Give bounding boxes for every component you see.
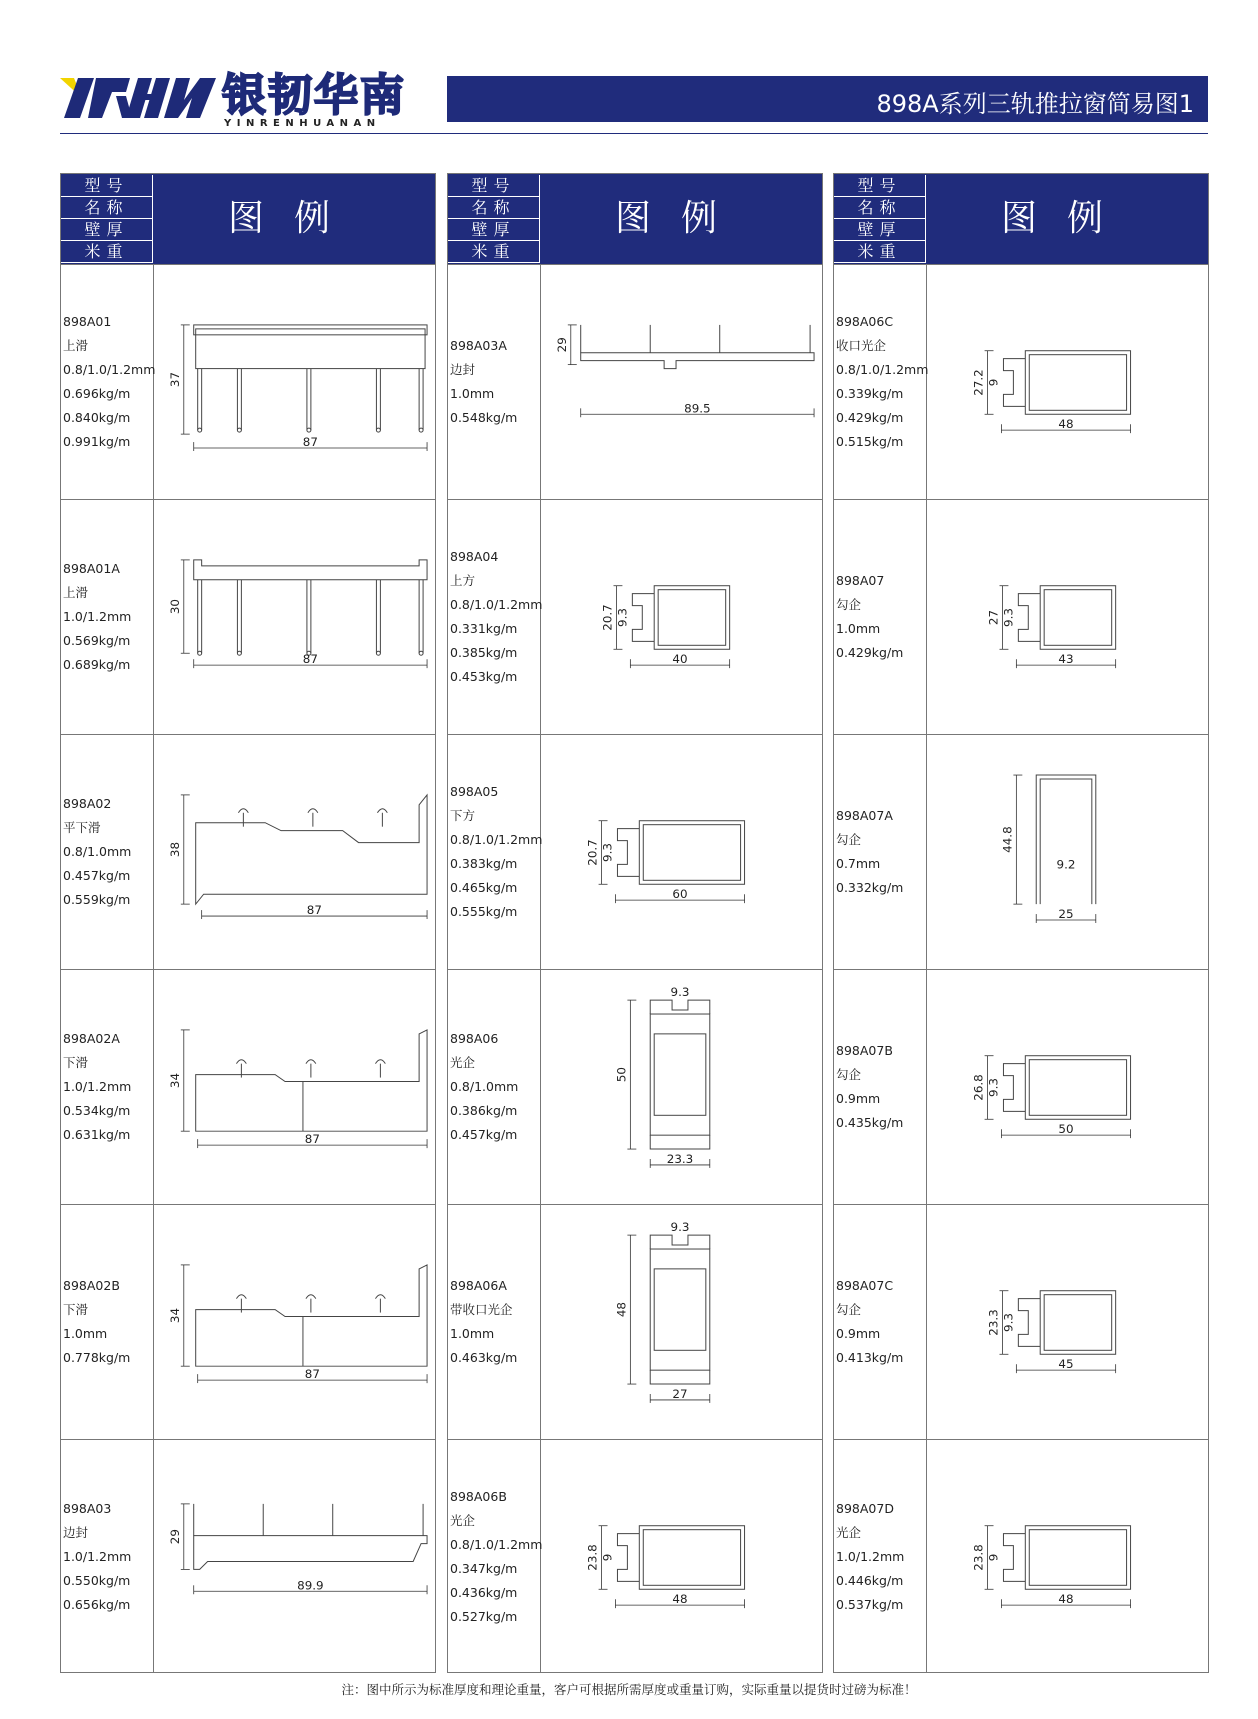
profile-drawing	[927, 1440, 1208, 1674]
profile-column-1	[60, 173, 436, 1673]
width-dimension: 87	[302, 435, 318, 450]
header-rule	[60, 133, 1208, 134]
profile-spec: 0.555kg/m	[450, 904, 518, 919]
profile-spec: 898A07	[836, 573, 885, 588]
header-label: 名称	[834, 197, 926, 219]
profile-spec: 1.0mm	[450, 386, 495, 401]
profile-spec: 0.446kg/m	[836, 1573, 904, 1588]
header-label: 名称	[448, 197, 540, 219]
profile-spec: 898A05	[450, 784, 499, 799]
profile-column-2	[447, 173, 823, 1673]
profile-info	[63, 1274, 153, 1370]
profile-drawing	[541, 970, 822, 1204]
inner-dimension: 9	[986, 1553, 1001, 1562]
profile-section-drawing	[927, 1205, 1208, 1439]
profile-section-drawing	[927, 970, 1208, 1204]
height-dimension: 50	[614, 1067, 629, 1083]
profile-info	[450, 545, 543, 689]
profile-spec: 0.8/1.0/1.2mm	[450, 597, 543, 612]
header-label: 型号	[448, 175, 540, 197]
profile-spec: 0.413kg/m	[836, 1350, 904, 1365]
width-dimension: 43	[1058, 652, 1074, 667]
profile-row	[61, 969, 435, 1204]
inner-dimension: 9.3	[1001, 1313, 1016, 1332]
profile-spec: 0.515kg/m	[836, 434, 904, 449]
width-dimension: 27	[672, 1386, 688, 1401]
profile-spec: 边封	[450, 362, 476, 377]
height-dimension: 27	[986, 609, 1001, 626]
header-label: 米重	[834, 241, 926, 263]
profile-spec: 上方	[450, 573, 476, 588]
height-dimension: 23.8	[585, 1544, 600, 1571]
profile-drawing	[541, 1205, 822, 1439]
profile-row	[448, 969, 822, 1204]
profile-spec: 0.457kg/m	[63, 868, 131, 883]
profile-section-drawing	[541, 1205, 822, 1439]
profile-spec: 898A02A	[63, 1031, 120, 1046]
width-dimension: 23.3	[666, 1151, 694, 1166]
profile-info	[836, 804, 926, 900]
profile-info	[836, 310, 929, 454]
top-dimension: 9.3	[670, 1220, 690, 1235]
height-dimension: 44.8	[1000, 826, 1015, 853]
profile-section-drawing	[154, 1440, 435, 1674]
profile-spec: 下滑	[63, 1055, 89, 1070]
profile-spec: 898A02	[63, 796, 112, 811]
title-bar	[447, 76, 1208, 122]
profile-spec: 0.8/1.0mm	[63, 844, 132, 859]
profile-row	[834, 734, 1208, 969]
profile-row	[834, 1439, 1208, 1674]
profile-spec: 0.537kg/m	[836, 1597, 904, 1612]
column-header	[834, 174, 1208, 264]
profile-row	[448, 734, 822, 969]
profile-spec: 0.465kg/m	[450, 880, 518, 895]
profile-spec: 1.0/1.2mm	[63, 1079, 132, 1094]
profile-spec: 0.696kg/m	[63, 386, 131, 401]
profile-drawing	[927, 500, 1208, 734]
profile-row	[61, 734, 435, 969]
profile-spec: 898A01A	[63, 561, 120, 576]
width-dimension: 50	[1058, 1122, 1074, 1137]
width-dimension: 48	[1058, 417, 1074, 432]
inner-dimension: 9.3	[986, 1078, 1001, 1097]
profile-spec: 0.527kg/m	[450, 1609, 518, 1624]
profile-drawing	[154, 265, 435, 499]
width-dimension: 87	[302, 652, 318, 667]
profile-spec: 0.569kg/m	[63, 633, 131, 648]
width-dimension: 87	[304, 1132, 320, 1147]
width-dimension: 45	[1058, 1357, 1074, 1372]
profile-spec: 0.548kg/m	[450, 410, 518, 425]
height-dimension: 37	[167, 371, 182, 388]
width-dimension: 60	[672, 887, 688, 902]
profile-info	[836, 1274, 926, 1370]
profile-section-drawing	[541, 1440, 822, 1674]
profile-section-drawing	[541, 500, 822, 734]
profile-drawing	[927, 1205, 1208, 1439]
profile-spec: 1.0/1.2mm	[836, 1549, 905, 1564]
profile-spec: 上滑	[63, 338, 89, 353]
profile-spec: 平下滑	[63, 820, 101, 835]
height-dimension: 29	[554, 337, 569, 353]
header-label: 米重	[61, 241, 153, 263]
profile-spec: 898A06B	[450, 1489, 507, 1504]
width-dimension: 48	[1058, 1592, 1074, 1607]
profile-row	[448, 1439, 822, 1674]
profile-spec: 光企	[450, 1513, 476, 1528]
column-header	[61, 174, 435, 264]
profile-spec: 0.550kg/m	[63, 1573, 131, 1588]
inner-dimension: 9	[600, 1553, 615, 1562]
height-dimension: 34	[167, 1072, 182, 1089]
profile-spec: 0.9mm	[836, 1326, 881, 1341]
profile-drawing	[154, 735, 435, 969]
profile-spec: 0.386kg/m	[450, 1103, 518, 1118]
profile-spec: 0.332kg/m	[836, 880, 904, 895]
inner-dimension: 9.3	[615, 608, 630, 627]
profile-spec: 0.8/1.0/1.2mm	[450, 832, 543, 847]
profile-spec: 0.457kg/m	[450, 1127, 518, 1142]
header-label: 壁厚	[834, 219, 926, 241]
profile-spec: 0.453kg/m	[450, 669, 518, 684]
height-dimension: 20.7	[585, 839, 600, 866]
profile-spec: 898A06A	[450, 1278, 507, 1293]
footnote: 注：图中所示为标准厚度和理论重量，客户可根据所需厚度或重量订购，实际重量以提货时过磅为标准！	[341, 1682, 917, 1697]
profile-spec: 0.8/1.0mm	[450, 1079, 519, 1094]
profile-spec: 898A07A	[836, 808, 893, 823]
profile-spec: 898A07B	[836, 1043, 893, 1058]
header-label: 壁厚	[448, 219, 540, 241]
profile-info	[63, 1497, 153, 1617]
profile-spec: 898A04	[450, 549, 499, 564]
brand-name-cn: 银韧华南	[222, 70, 406, 121]
profile-spec: 上滑	[63, 585, 89, 600]
profile-drawing	[541, 735, 822, 969]
profile-spec: 0.631kg/m	[63, 1127, 131, 1142]
width-dimension: 48	[672, 1592, 688, 1607]
profile-info	[450, 1027, 540, 1147]
header-legend: 图例	[614, 198, 747, 239]
height-dimension: 30	[167, 598, 182, 615]
inner-dimension: 9.3	[1001, 608, 1016, 627]
profile-info	[450, 334, 540, 430]
profile-info	[450, 1485, 543, 1629]
profile-spec: 0.429kg/m	[836, 645, 904, 660]
profile-spec: 898A03A	[450, 338, 507, 353]
profile-spec: 光企	[450, 1055, 476, 1070]
top-dimension: 9.2	[1056, 857, 1076, 872]
profile-info	[836, 1039, 926, 1135]
profile-spec: 898A06C	[836, 314, 894, 329]
header-label: 型号	[61, 175, 153, 197]
profile-spec: 0.429kg/m	[836, 410, 904, 425]
profile-spec: 边封	[63, 1525, 89, 1540]
profile-drawing	[154, 970, 435, 1204]
profile-spec: 898A02B	[63, 1278, 120, 1293]
profile-drawing	[541, 265, 822, 499]
profile-spec: 0.8/1.0/1.2mm	[63, 362, 156, 377]
profile-spec: 0.9mm	[836, 1091, 881, 1106]
profile-row	[834, 969, 1208, 1204]
profile-info	[63, 792, 153, 912]
profile-spec: 下方	[450, 808, 476, 823]
profile-drawing	[927, 265, 1208, 499]
profile-section-drawing	[154, 970, 435, 1204]
inner-dimension: 9.3	[600, 843, 615, 862]
profile-spec: 898A01	[63, 314, 112, 329]
profile-spec: 0.534kg/m	[63, 1103, 131, 1118]
profile-column-3	[833, 173, 1209, 1673]
height-dimension: 48	[614, 1302, 629, 1318]
page-title: 898A系列三轨推拉窗简易图1	[876, 90, 1194, 118]
profile-spec: 0.463kg/m	[450, 1350, 518, 1365]
profile-spec: 勾企	[836, 1067, 862, 1082]
profile-row	[61, 264, 435, 499]
profile-info	[450, 780, 543, 924]
profile-section-drawing	[927, 500, 1208, 734]
yrhn-logo-mark-icon	[60, 70, 230, 132]
profile-spec: 带收口光企	[450, 1302, 513, 1317]
profile-spec: 下滑	[63, 1302, 89, 1317]
profile-spec: 0.331kg/m	[450, 621, 518, 636]
profile-row	[448, 1204, 822, 1439]
profile-section-drawing	[154, 1205, 435, 1439]
height-dimension: 27.2	[971, 369, 986, 396]
column-header	[448, 174, 822, 264]
profile-spec: 勾企	[836, 832, 862, 847]
profile-row	[834, 264, 1208, 499]
profile-spec: 0.7mm	[836, 856, 881, 871]
height-dimension: 29	[167, 1529, 182, 1545]
profile-spec: 0.689kg/m	[63, 657, 131, 672]
profile-spec: 0.656kg/m	[63, 1597, 131, 1612]
profile-spec: 0.347kg/m	[450, 1561, 518, 1576]
header-label: 名称	[61, 197, 153, 219]
height-dimension: 23.3	[986, 1309, 1001, 1336]
profile-spec: 1.0/1.2mm	[63, 1549, 132, 1564]
profile-drawing	[154, 500, 435, 734]
profile-spec: 勾企	[836, 1302, 862, 1317]
profile-row	[61, 1439, 435, 1674]
profile-spec: 0.339kg/m	[836, 386, 904, 401]
profile-spec: 光企	[836, 1525, 862, 1540]
profile-drawing	[154, 1440, 435, 1674]
profile-info	[836, 569, 926, 665]
profile-info	[63, 1027, 153, 1147]
profile-spec: 勾企	[836, 597, 862, 612]
height-dimension: 38	[167, 841, 182, 858]
profile-section-drawing	[154, 265, 435, 499]
profile-drawing	[927, 735, 1208, 969]
profile-spec: 1.0/1.2mm	[63, 609, 132, 624]
header-label: 壁厚	[61, 219, 153, 241]
profile-info	[450, 1274, 540, 1370]
width-dimension: 89.9	[297, 1578, 324, 1593]
profile-section-drawing	[541, 265, 822, 499]
width-dimension: 87	[304, 1367, 320, 1382]
header-legend: 图例	[227, 198, 360, 239]
width-dimension: 25	[1058, 907, 1074, 922]
profile-row	[61, 1204, 435, 1439]
profile-section-drawing	[154, 500, 435, 734]
profile-row	[61, 499, 435, 734]
profile-spec: 0.385kg/m	[450, 645, 518, 660]
top-dimension: 9.3	[670, 985, 690, 1000]
profile-info	[836, 1497, 926, 1617]
profile-spec: 1.0mm	[450, 1326, 495, 1341]
header-label: 米重	[448, 241, 540, 263]
profile-section-drawing	[927, 265, 1208, 499]
profile-spec: 0.778kg/m	[63, 1350, 131, 1365]
profile-spec: 898A07D	[836, 1501, 894, 1516]
profile-row	[448, 264, 822, 499]
profile-section-drawing	[927, 735, 1208, 969]
profile-spec: 0.436kg/m	[450, 1585, 518, 1600]
profile-spec: 0.8/1.0/1.2mm	[836, 362, 929, 377]
profile-row	[448, 499, 822, 734]
profile-spec: 0.840kg/m	[63, 410, 131, 425]
profile-spec: 898A03	[63, 1501, 112, 1516]
profile-section-drawing	[154, 735, 435, 969]
profile-spec: 898A06	[450, 1031, 499, 1046]
profile-section-drawing	[541, 970, 822, 1204]
width-dimension: 40	[672, 652, 688, 667]
inner-dimension: 9	[986, 378, 1001, 387]
profile-row	[834, 499, 1208, 734]
profile-drawing	[927, 970, 1208, 1204]
profile-spec: 1.0mm	[63, 1326, 108, 1341]
header-legend: 图例	[1000, 198, 1133, 239]
profile-row	[834, 1204, 1208, 1439]
profile-info	[63, 310, 156, 454]
height-dimension: 23.8	[971, 1544, 986, 1571]
height-dimension: 20.7	[600, 604, 615, 631]
width-dimension: 89.5	[684, 401, 711, 416]
brand-name-en: YINRENHUANAN	[224, 118, 381, 129]
profile-info	[63, 557, 153, 677]
profile-spec: 0.991kg/m	[63, 434, 131, 449]
height-dimension: 26.8	[971, 1074, 986, 1101]
profile-drawing	[541, 500, 822, 734]
profile-spec: 收口光企	[836, 338, 887, 353]
profile-spec: 1.0mm	[836, 621, 881, 636]
profile-section-drawing	[927, 1440, 1208, 1674]
header-label: 型号	[834, 175, 926, 197]
profile-spec: 0.383kg/m	[450, 856, 518, 871]
profile-spec: 0.8/1.0/1.2mm	[450, 1537, 543, 1552]
width-dimension: 87	[306, 903, 322, 918]
profile-section-drawing	[541, 735, 822, 969]
height-dimension: 34	[167, 1307, 182, 1324]
profile-drawing	[154, 1205, 435, 1439]
profile-spec: 0.435kg/m	[836, 1115, 904, 1130]
profile-drawing	[541, 1440, 822, 1674]
profile-spec: 898A07C	[836, 1278, 894, 1293]
profile-spec: 0.559kg/m	[63, 892, 131, 907]
